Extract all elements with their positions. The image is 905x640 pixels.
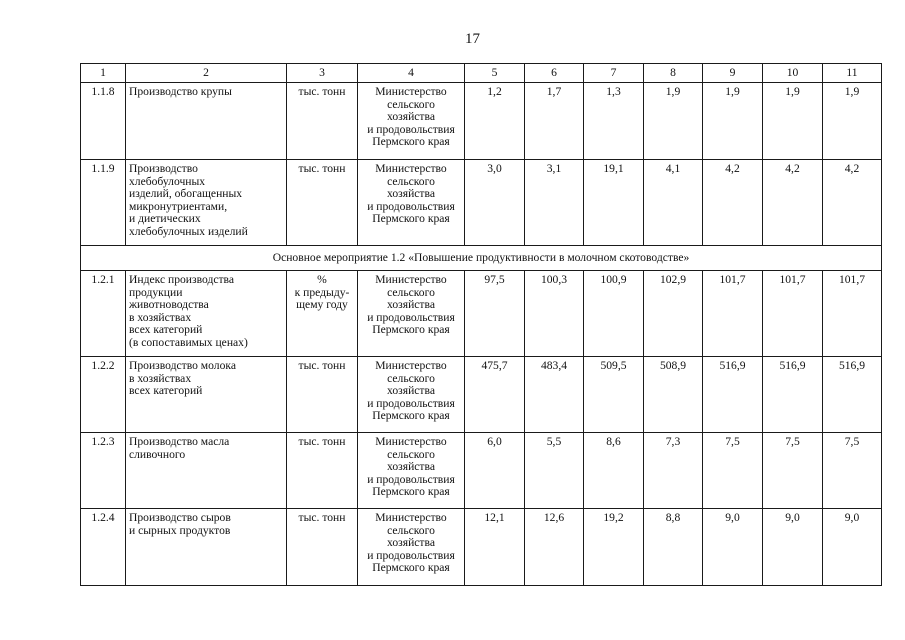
column-number-cell: 6 — [525, 64, 584, 83]
unit-of-measure: % к предыду- щему году — [287, 271, 358, 357]
column-number-cell: 4 — [358, 64, 465, 83]
year-value: 1,7 — [525, 83, 584, 160]
year-value: 9,0 — [703, 509, 763, 586]
year-value: 19,1 — [584, 160, 644, 246]
year-value: 5,5 — [525, 433, 584, 509]
year-value: 4,2 — [763, 160, 823, 246]
column-number-cell: 10 — [763, 64, 823, 83]
page-number: 17 — [465, 31, 480, 47]
column-number-row — [81, 64, 882, 83]
column-number-cell: 5 — [465, 64, 525, 83]
responsible-executor: Министерство сельского хозяйства и продовольствия Пермского края — [358, 509, 465, 586]
table-row — [81, 160, 882, 246]
unit-of-measure: тыс. тонн — [287, 509, 358, 586]
year-value: 1,9 — [644, 83, 703, 160]
year-value: 1,2 — [465, 83, 525, 160]
column-number-cell: 9 — [703, 64, 763, 83]
indicator-name: Производство хлебобулочных изделий, обогащенных микронутриентами, и диетических хлебобулочных изделий — [126, 160, 287, 246]
indicator-number: 1.1.9 — [81, 160, 126, 246]
column-number-cell: 1 — [81, 64, 126, 83]
year-value: 3,0 — [465, 160, 525, 246]
indicators-table — [80, 63, 882, 586]
indicator-name: Производство сыров и сырных продуктов — [126, 509, 287, 586]
unit-of-measure: тыс. тонн — [287, 433, 358, 509]
year-value: 19,2 — [584, 509, 644, 586]
year-value: 9,0 — [823, 509, 882, 586]
year-value: 8,8 — [644, 509, 703, 586]
year-value: 97,5 — [465, 271, 525, 357]
year-value: 1,9 — [763, 83, 823, 160]
responsible-executor: Министерство сельского хозяйства и продовольствия Пермского края — [358, 357, 465, 433]
year-value: 509,5 — [584, 357, 644, 433]
year-value: 483,4 — [525, 357, 584, 433]
year-value: 4,2 — [823, 160, 882, 246]
year-value: 6,0 — [465, 433, 525, 509]
column-number-cell: 3 — [287, 64, 358, 83]
year-value: 7,5 — [763, 433, 823, 509]
year-value: 516,9 — [703, 357, 763, 433]
year-value: 9,0 — [763, 509, 823, 586]
indicator-number: 1.2.2 — [81, 357, 126, 433]
table-row — [81, 271, 882, 357]
indicator-name: Производство молока в хозяйствах всех категорий — [126, 357, 287, 433]
year-value: 3,1 — [525, 160, 584, 246]
column-number-cell: 2 — [126, 64, 287, 83]
year-value: 1,9 — [823, 83, 882, 160]
column-number-cell: 11 — [823, 64, 882, 83]
indicator-number: 1.2.3 — [81, 433, 126, 509]
year-value: 4,2 — [703, 160, 763, 246]
responsible-executor: Министерство сельского хозяйства и продовольствия Пермского края — [358, 83, 465, 160]
indicator-name: Производство масла сливочного — [126, 433, 287, 509]
year-value: 516,9 — [763, 357, 823, 433]
year-value: 100,3 — [525, 271, 584, 357]
column-number-cell: 7 — [584, 64, 644, 83]
year-value: 8,6 — [584, 433, 644, 509]
year-value: 1,9 — [703, 83, 763, 160]
section-heading-row — [81, 246, 882, 271]
year-value: 102,9 — [644, 271, 703, 357]
year-value: 508,9 — [644, 357, 703, 433]
column-number-cell: 8 — [644, 64, 703, 83]
unit-of-measure: тыс. тонн — [287, 83, 358, 160]
indicator-number: 1.2.1 — [81, 271, 126, 357]
year-value: 12,1 — [465, 509, 525, 586]
year-value: 7,5 — [823, 433, 882, 509]
indicator-name: Производство крупы — [126, 83, 287, 160]
responsible-executor: Министерство сельского хозяйства и продовольствия Пермского края — [358, 433, 465, 509]
year-value: 101,7 — [823, 271, 882, 357]
table-row — [81, 83, 882, 160]
section-heading: Основное мероприятие 1.2 «Повышение продуктивности в молочном скотоводстве» — [81, 246, 882, 271]
year-value: 475,7 — [465, 357, 525, 433]
indicator-name: Индекс производства продукции животноводства в хозяйствах всех категорий (в сопоставимых ценах) — [126, 271, 287, 357]
year-value: 516,9 — [823, 357, 882, 433]
year-value: 7,3 — [644, 433, 703, 509]
unit-of-measure: тыс. тонн — [287, 160, 358, 246]
year-value: 7,5 — [703, 433, 763, 509]
year-value: 4,1 — [644, 160, 703, 246]
unit-of-measure: тыс. тонн — [287, 357, 358, 433]
year-value: 100,9 — [584, 271, 644, 357]
year-value: 1,3 — [584, 83, 644, 160]
year-value: 12,6 — [525, 509, 584, 586]
indicator-number: 1.2.4 — [81, 509, 126, 586]
table-row — [81, 433, 882, 509]
year-value: 101,7 — [763, 271, 823, 357]
indicator-number: 1.1.8 — [81, 83, 126, 160]
year-value: 101,7 — [703, 271, 763, 357]
table-row — [81, 357, 882, 433]
table-row — [81, 509, 882, 586]
responsible-executor: Министерство сельского хозяйства и продовольствия Пермского края — [358, 271, 465, 357]
responsible-executor: Министерство сельского хозяйства и продовольствия Пермского края — [358, 160, 465, 246]
